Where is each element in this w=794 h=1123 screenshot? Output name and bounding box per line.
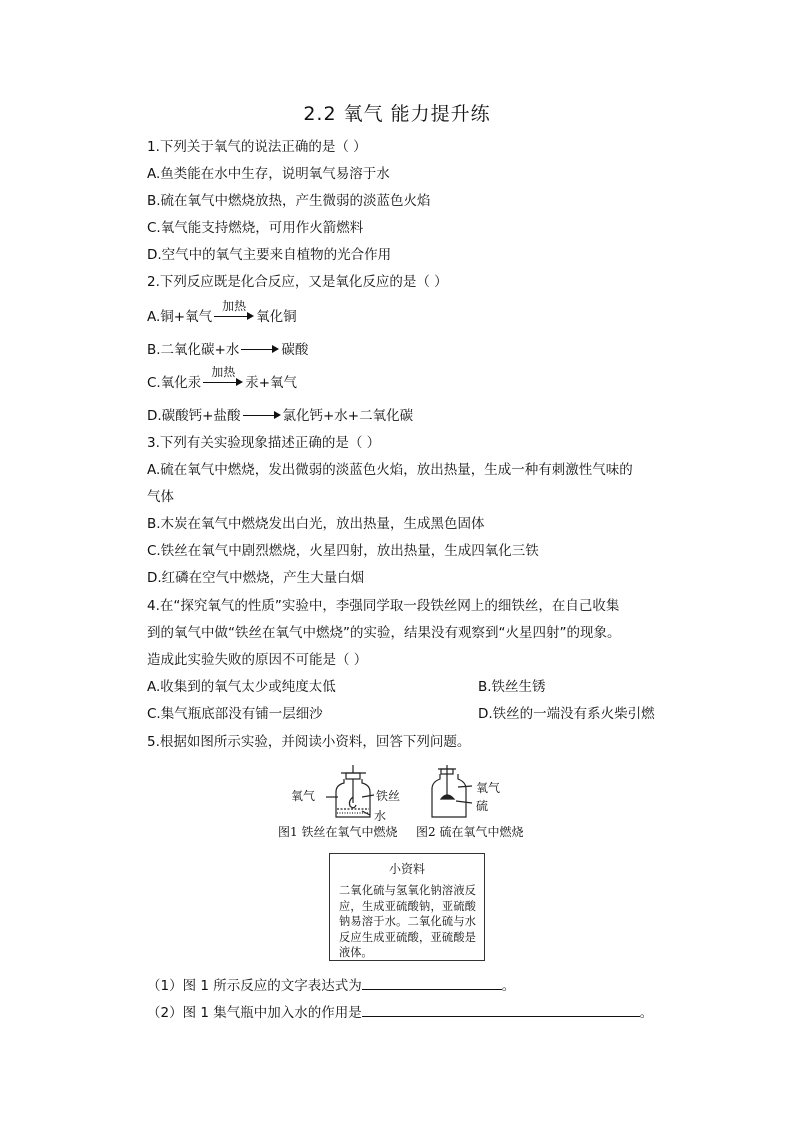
q4-option-a: A.收集到的氧气太少或纯度太低 <box>147 679 336 695</box>
q2-d-reactants: D.碳酸钙+盐酸 <box>147 408 241 424</box>
info-box-body: 二氧化硫与氢氧化钠溶液反应，生成亚硫酸钠，亚硫酸钠易溶于水。二氧化硫与水反应生成亚硫酸，亚硫酸是液体。 <box>339 884 476 959</box>
apparatus-illustration <box>286 765 546 825</box>
q2-a-products: 氧化铜 <box>256 309 297 325</box>
q4-stem-line2: 到的氧气中做“铁丝在氧气中燃烧”的实验，结果没有观察到“火星四射”的现象。 <box>147 625 621 641</box>
q4-option-b: B.铁丝生锈 <box>478 679 546 695</box>
q5-stem: 5.根据如图所示实验，并阅读小资料，回答下列问题。 <box>147 734 471 750</box>
q5-sub1-end: 。 <box>501 978 516 994</box>
q3-option-a-line1: A.硫在氧气中燃烧，发出微弱的淡蓝色火焰，放出热量，生成一种有刺激性气味的 <box>147 462 633 478</box>
reaction-condition: 加热 <box>211 365 236 379</box>
gas-bottle-1 <box>326 765 374 817</box>
fig1-caption: 图1 铁丝在氧气中燃烧 <box>278 825 398 839</box>
reaction-condition: 加热 <box>222 299 247 313</box>
q5-sub2-prompt: （2）图 1 集气瓶中加入水的作用是 <box>147 1005 362 1021</box>
q2-d-products: 氯化钙+水+二氧化碳 <box>282 408 414 424</box>
q2-option-d <box>147 407 413 425</box>
q3-option-b: B.木炭在氧气中燃烧发出白光，放出热量，生成黑色固体 <box>147 516 485 532</box>
q5-sub1-prompt: （1）图 1 所示反应的文字表达式为 <box>147 978 362 994</box>
q1-option-c: C.氧气能支持燃烧，可用作火箭燃料 <box>147 220 364 236</box>
q2-a-reactants: A.铜+氧气 <box>147 309 213 325</box>
answer-blank[interactable] <box>362 975 502 990</box>
q2-c-products: 汞+氧气 <box>245 375 298 391</box>
q1-option-a: A.鱼类能在水中生存，说明氧气易溶于水 <box>147 166 390 182</box>
answer-blank[interactable] <box>362 1002 640 1017</box>
fig1-wire-label: 铁丝 <box>376 789 401 803</box>
q5-sub2-end: 。 <box>639 1005 654 1021</box>
reaction-arrow-icon <box>203 365 243 388</box>
fig2-caption: 图2 硫在氧气中燃烧 <box>416 825 524 839</box>
q3-stem: 3.下列有关实验现象描述正确的是（ ） <box>147 435 381 451</box>
q1-stem: 1.下列关于氧气的说法正确的是（ ） <box>147 139 367 155</box>
q5-sub2 <box>147 1002 653 1022</box>
q2-option-a <box>147 299 297 326</box>
q2-c-reactants: C.氧化汞 <box>147 375 202 391</box>
gas-bottle-2 <box>432 765 472 817</box>
q3-option-c: C.铁丝在氧气中剧烈燃烧，火星四射，放出热量，生成四氧化三铁 <box>147 543 539 559</box>
fig2-oxygen-label: 氧气 <box>476 781 501 795</box>
reaction-arrow-icon <box>214 299 254 322</box>
q1-option-d: D.空气中的氧气主要来自植物的光合作用 <box>147 247 392 263</box>
q2-b-reactants: B.二氧化碳+水 <box>147 342 240 358</box>
q3-option-d: D.红磷在空气中燃烧，产生大量白烟 <box>147 570 365 586</box>
q2-option-b <box>147 341 308 359</box>
q4-option-d: D.铁丝的一端没有系火柴引燃 <box>478 706 655 722</box>
fig2-sulfur-label: 硫 <box>476 799 489 813</box>
q2-b-products: 碳酸 <box>281 342 309 358</box>
q4-stem-line3: 造成此实验失败的原因不可能是（ ） <box>147 652 368 668</box>
info-box <box>329 853 485 961</box>
q2-option-c <box>147 365 298 392</box>
q4-stem-line1: 4.在“探究氧气的性质”实验中，李强同学取一段铁丝网上的细铁丝，在自己收集 <box>147 598 620 614</box>
q3-option-a-line2: 气体 <box>147 489 174 505</box>
q5-sub1 <box>147 975 515 995</box>
q1-option-b: B.硫在氧气中燃烧放热，产生微弱的淡蓝色火焰 <box>147 193 431 209</box>
reaction-arrow-icon <box>241 345 279 355</box>
fig1-water-label: 水 <box>374 809 387 823</box>
q2-stem: 2.下列反应既是化合反应，又是氧化反应的是（ ） <box>147 274 448 290</box>
info-box-title: 小资料 <box>388 862 425 876</box>
reaction-arrow-icon <box>243 411 281 421</box>
q4-option-c: C.集气瓶底部没有铺一层细沙 <box>147 706 323 722</box>
page-title: 2.2 氧气 能力提升练 <box>303 103 491 125</box>
fig1-oxygen-label: 氧气 <box>291 789 316 803</box>
